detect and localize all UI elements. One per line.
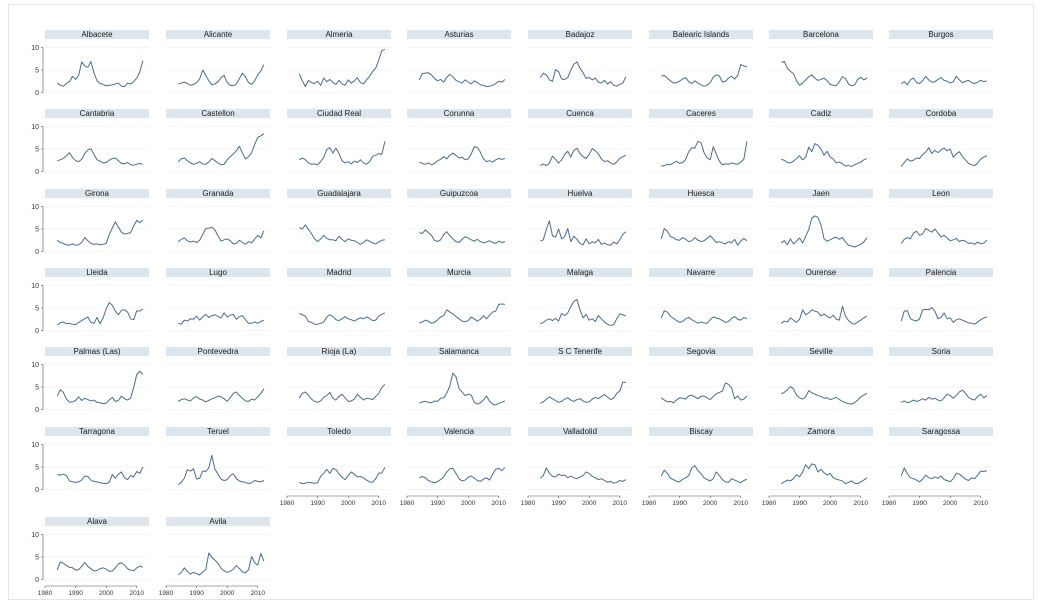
series-line [299,467,385,483]
series-line [661,311,747,324]
x-tick-label: 1990 [672,500,687,507]
x-tick-label: 2000 [702,500,718,507]
panel-guadalajara [287,189,391,252]
series-line [901,148,987,167]
panel-title: Asturias [444,30,474,39]
y-tick-label: 5 [35,384,39,392]
series-line [661,383,747,403]
panel-zamora [762,427,873,507]
y-tick-label: 5 [35,146,39,154]
series-line [419,147,505,165]
series-line [299,49,385,86]
series-line [661,65,747,87]
panel-granada [166,189,270,252]
x-tick-label: 1990 [792,500,807,507]
y-tick-label: 10 [31,531,39,539]
panel-title: Cantabria [79,109,115,118]
series-line [419,467,505,482]
series-line [299,141,385,164]
panel-lugo [166,268,270,331]
panel-title: Seville [809,347,833,356]
panel-title: Salamanca [438,347,480,356]
x-tick-label: 1990 [68,590,83,597]
series-line [57,467,143,484]
panel-huesca [649,189,753,252]
y-tick-label: 5 [35,464,39,472]
panel-title: Malaga [566,268,594,277]
y-tick-label: 0 [35,248,39,256]
x-tick-label: 2010 [733,500,748,507]
x-tick-label: 1980 [520,500,536,507]
x-tick-label: 1980 [37,590,53,597]
y-tick-label: 10 [31,123,39,131]
panel-seville [769,347,873,410]
panel-title: Castellon [201,109,235,118]
x-tick-label: 1980 [881,500,897,507]
panel-title: Jaen [812,189,830,198]
panel-title: Almeria [325,30,353,39]
panel-biscay [642,427,753,507]
panel-badajoz [528,30,632,93]
series-line [661,229,747,246]
panel-lleida [31,268,149,335]
series-line [540,468,626,483]
panel-corunna [407,109,511,172]
x-tick-label: 1990 [189,590,204,597]
series-line [299,313,385,324]
x-tick-label: 2000 [460,500,476,507]
x-tick-label: 2010 [250,590,265,597]
panel-leon [889,189,993,252]
panel-cordoba [889,109,993,172]
series-line [57,220,143,245]
panel-title: Barcelona [802,30,840,39]
x-tick-label: 1980 [279,500,295,507]
y-tick-label: 0 [35,168,39,176]
x-tick-label: 2010 [371,500,386,507]
panel-title: Avila [209,517,227,526]
series-line [57,303,143,326]
panel-title: Cordoba [925,109,957,118]
panel-almeria [287,30,391,93]
panel-malaga [528,268,632,331]
panel-title: Cadiz [810,109,832,118]
panel-saragossa [882,427,993,507]
series-line [540,382,626,403]
panel-title: Huesca [687,189,715,198]
panel-salamanca [407,347,511,410]
panel-title: Girona [84,189,110,198]
panel-cantabria [31,109,149,176]
panel-title: Ciudad Real [316,109,362,118]
series-line [419,373,505,405]
y-tick-label: 5 [35,226,39,234]
panel-title: Albacete [81,30,113,39]
chart-frame [8,4,1034,600]
panel-ourense [769,268,873,331]
series-line [661,141,747,166]
panel-title: Corunna [443,109,475,118]
panel-title: Caceres [686,109,716,118]
series-line [781,216,867,247]
panel-title: Zamora [807,427,835,436]
y-tick-label: 10 [31,44,39,52]
panel-title: Ourense [805,268,837,277]
series-line [178,553,264,575]
panel-title: Saragossa [921,427,961,436]
series-line [178,455,264,484]
panel-teruel [166,427,270,490]
panel-tarragona [31,427,149,494]
x-tick-label: 1990 [912,500,927,507]
series-line [419,73,505,87]
series-line [57,61,143,87]
panel-title: Guipuzcoa [439,189,479,198]
x-tick-label: 1980 [641,500,657,507]
panel-title: Lleida [86,268,108,277]
series-line [540,299,626,325]
y-tick-label: 5 [35,554,39,562]
panel-title: Balearic Islands [672,30,730,39]
panel-ciudad-real [287,109,391,172]
series-line [540,62,626,86]
panel-madrid [287,268,391,331]
series-line [661,466,747,483]
series-line [901,76,987,85]
panel-valladolid [521,427,632,507]
x-tick-label: 2010 [612,500,627,507]
y-tick-label: 0 [35,486,39,494]
x-tick-label: 1990 [551,500,566,507]
small-multiples-chart [9,5,1033,599]
panel-title: Segovia [686,347,716,356]
x-tick-label: 2010 [973,500,988,507]
x-tick-label: 2000 [219,590,235,597]
panel-title: Teruel [207,427,229,436]
panel-balearic-islands [649,30,753,93]
panel-alava [31,517,149,597]
panel-burgos [889,30,993,93]
series-line [57,562,143,571]
x-tick-label: 1980 [761,500,777,507]
x-tick-label: 2000 [822,500,838,507]
series-line [419,230,505,244]
series-line [901,229,987,245]
panel-title: Madrid [326,268,352,277]
y-tick-label: 5 [35,305,39,313]
panel-asturias [407,30,511,93]
y-tick-label: 5 [35,67,39,75]
panel-title: Pontevedra [197,347,239,356]
panel-albacete [31,30,149,97]
panel-huelva [528,189,632,252]
y-tick-label: 10 [31,203,39,211]
panel-title: Valencia [443,427,475,436]
series-line [901,468,987,482]
panel-title: Biscay [689,427,713,436]
series-line [178,389,264,402]
panel-segovia [649,347,753,410]
series-line [540,221,626,245]
x-tick-label: 1980 [399,500,415,507]
panel-palencia [889,268,993,331]
panel-title: Valladolid [562,427,598,436]
panel-title: Navarre [686,268,716,277]
panel-title: Palmas (Las) [73,347,121,356]
panel-pontevedra [166,347,270,410]
y-tick-label: 10 [31,361,39,369]
series-line [178,227,264,244]
x-tick-label: 1980 [158,590,174,597]
x-tick-label: 2000 [340,500,356,507]
panel-title: Tarragona [78,427,116,436]
series-line [57,371,143,403]
series-line [299,225,385,244]
y-tick-label: 0 [35,576,39,584]
y-tick-label: 0 [35,406,39,414]
panel-title: Rioja (La) [321,347,357,356]
panel-alicante [166,30,270,93]
series-line [781,61,867,85]
panel-barcelona [769,30,873,93]
series-line [178,65,264,86]
series-line [178,313,264,324]
x-tick-label: 2000 [98,590,114,597]
x-tick-label: 2000 [942,500,958,507]
panel-valencia [400,427,511,507]
panel-murcia [407,268,511,331]
panel-jaen [769,189,873,252]
x-tick-label: 1990 [310,500,325,507]
series-line [781,306,867,324]
x-tick-label: 2010 [853,500,868,507]
y-tick-label: 10 [31,282,39,290]
series-line [57,149,143,166]
panel-avila [159,517,270,597]
x-tick-label: 1990 [430,500,445,507]
panel-toledo [280,427,391,507]
panel-palmas-las- [31,347,149,414]
panel-navarre [649,268,753,331]
panel-title: S C Tenerife [558,347,602,356]
y-tick-label: 10 [31,441,39,449]
panel-title: Alava [86,517,108,526]
panel-cuenca [528,109,632,172]
panel-cadiz [769,109,873,172]
panel-title: Leon [932,189,950,198]
panel-caceres [649,109,753,172]
panel-soria [889,347,993,410]
panel-title: Murcia [446,268,472,277]
series-line [781,144,867,167]
panel-girona [31,189,149,256]
series-line [901,308,987,325]
y-tick-label: 0 [35,89,39,97]
panel-rioja-la- [287,347,391,410]
panel-title: Burgos [928,30,954,39]
panel-s-c-tenerife [528,347,632,410]
panel-title: Cuenca [566,109,594,118]
series-line [419,304,505,323]
x-tick-label: 2010 [129,590,144,597]
y-tick-label: 0 [35,327,39,335]
panel-title: Huelva [567,189,593,198]
panel-title: Granada [202,189,234,198]
panel-title: Badajoz [565,30,595,39]
panel-title: Soria [931,347,951,356]
panel-castellon [166,109,270,172]
panel-guipuzcoa [407,189,511,252]
series-line [901,390,987,403]
x-tick-label: 2000 [581,500,597,507]
series-line [540,148,626,166]
panel-title: Lugo [209,268,227,277]
series-line [781,387,867,405]
panel-title: Guadalajara [317,189,361,198]
panel-title: Alicante [203,30,233,39]
panel-title: Palencia [925,268,957,277]
x-tick-label: 2010 [491,500,506,507]
panel-title: Toledo [327,427,351,436]
